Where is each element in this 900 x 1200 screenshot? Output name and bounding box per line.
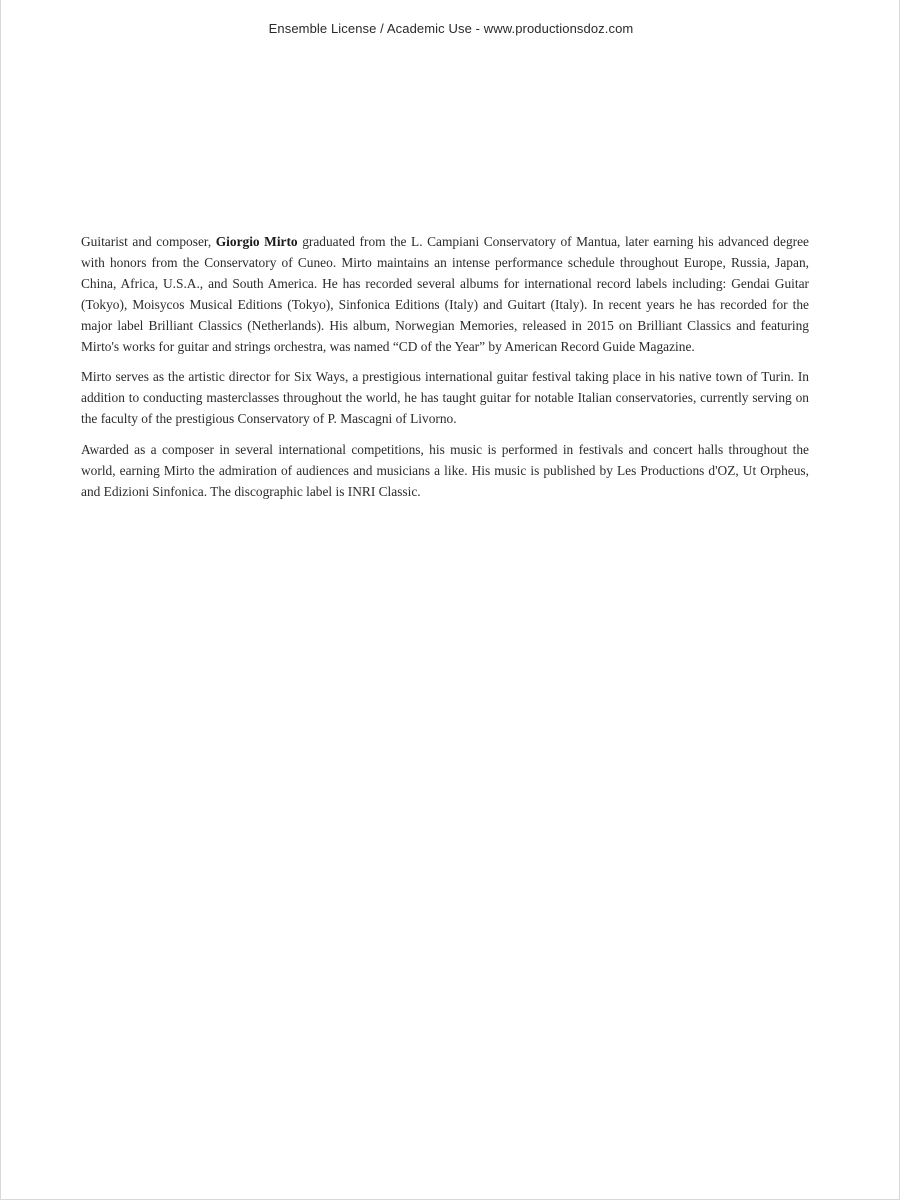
biography bbox=[81, 232, 809, 513]
bio-paragraph-1 bbox=[81, 232, 809, 357]
license-header: Ensemble License / Academic Use - www.productionsdoz.com bbox=[268, 21, 634, 36]
bio-paragraph-3: Awarded as a composer in several international competitions, his music is performed in festivals and concert halls throughout the world, earning Mirto the admiration of audiences and musicians a like. His music is published by Les Productions d'OZ, Ut Orpheus, and Edizioni Sinfonica. The discographic label is INRI Classic. bbox=[81, 442, 809, 499]
bio-paragraph-1-rest: graduated from the L. Campiani Conservatory of Mantua, later earning his advanced degree with honors from the Conservatory of Cuneo. Mirto maintains an intense performance schedule throughout Europe, Russia, Japan, China, Africa, U.S.A., and South America. He has recorded several albums for international record labels including: Gendai Guitar (Tokyo), Moisycos Musical Editions (Tokyo), Sinfonica Editions (Italy) and Guitart (Italy). In recent years he has recorded for the major label Brilliant Classics (Netherlands). His album, Norwegian Memories, released in 2015 on Brilliant Classics and featuring Mirto's works for guitar and strings orchestra, was named “CD of the Year” by American Record Guide Magazine. bbox=[81, 234, 809, 354]
composer-name: Giorgio Mirto bbox=[215, 234, 298, 249]
bio-paragraph-2: Mirto serves as the artistic director for Six Ways, a prestigious international guitar festival taking place in his native town of Turin. In addition to conducting masterclasses throughout the world, he has taught guitar for notable Italian conservatories, currently serving on the faculty of the prestigious Conservatory of P. Mascagni of Livorno. bbox=[81, 369, 809, 427]
bio-paragraph-1-lead: Guitarist and composer, bbox=[81, 234, 216, 249]
